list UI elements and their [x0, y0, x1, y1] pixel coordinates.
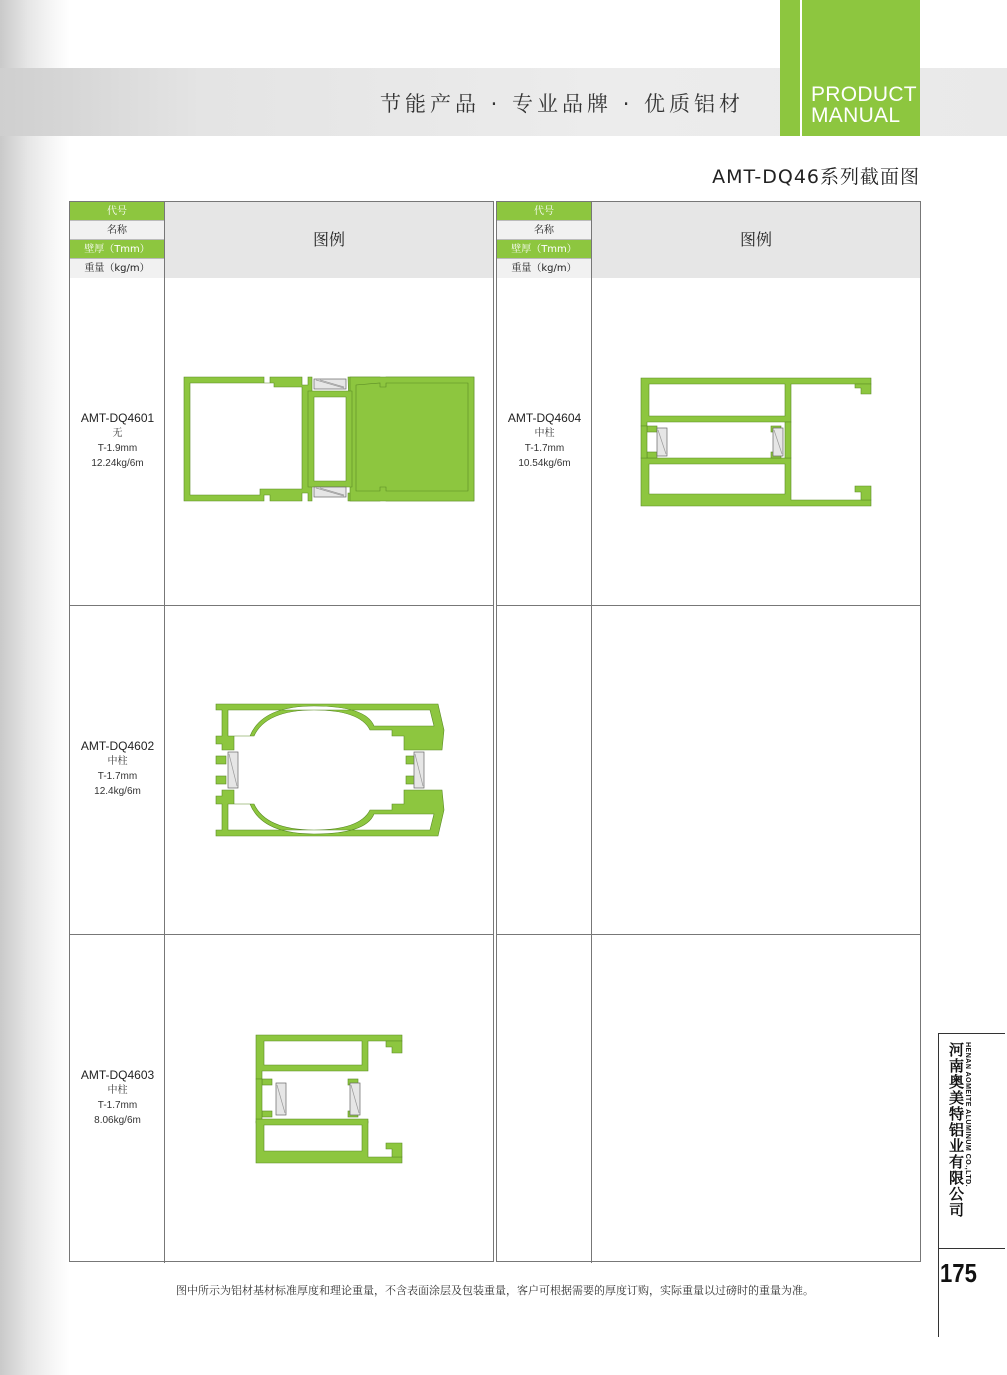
profile-info	[70, 410, 165, 471]
header-thickness-label: 壁厚（Tmm）	[497, 240, 591, 259]
profile-table-right	[496, 201, 921, 1262]
profile-code: AMT-DQ4602	[80, 739, 155, 753]
profile-weight: 12.4kg/6m	[94, 786, 141, 797]
profile-info	[497, 410, 592, 471]
profile-thickness: T-1.7mm	[524, 443, 565, 454]
table-row-empty	[497, 606, 920, 935]
table-row	[497, 278, 920, 606]
footnote: 图中所示为铝材基材标准厚度和理论重量，不含表面涂层及包装重量，客户可根据需要的厚度订购，实际重量以过磅时的重量为准。	[176, 1284, 814, 1297]
header-thickness-label: 壁厚（Tmm）	[70, 240, 164, 259]
table-header	[70, 202, 493, 278]
profile-name: 无	[112, 428, 123, 439]
profile-weight: 8.06kg/6m	[94, 1115, 141, 1126]
product-manual-text	[811, 84, 917, 126]
profile-thickness: T-1.9mm	[97, 443, 138, 454]
header-weight-label: 重量（kg/m）	[497, 259, 591, 278]
badge-line-2: MANUAL	[811, 104, 901, 127]
side-rule-bottom	[938, 1248, 1005, 1249]
profile-drawing-dq4604	[637, 374, 877, 514]
profile-drawing-dq4601	[180, 373, 480, 513]
row-label-cell	[497, 606, 592, 934]
profile-code: AMT-DQ4604	[507, 411, 582, 425]
table-row	[70, 606, 493, 935]
profile-weight: 10.54kg/6m	[518, 458, 571, 469]
page-title: AMT-DQ46系列截面图	[712, 166, 920, 188]
profile-info	[70, 738, 165, 799]
profile-drawing-dq4602	[210, 700, 460, 840]
header-weight-label: 重量（kg/m）	[70, 259, 164, 278]
table-row-empty	[497, 935, 920, 1263]
profile-name: 中柱	[534, 428, 555, 439]
table-row	[70, 935, 493, 1263]
company-name-cn: 河南奥美特铝业有限公司	[947, 1042, 965, 1218]
header-legend-label: 图例	[592, 202, 920, 278]
profile-thickness: T-1.7mm	[97, 771, 138, 782]
profile-name: 中柱	[107, 1085, 128, 1096]
badge-divider	[800, 0, 802, 136]
company-name-en: HENAN AOMEITE ALUMINUM CO.,LTD.	[964, 1042, 971, 1188]
header-slogan: 节能产品 · 专业品牌 · 优质铝材	[380, 92, 745, 116]
header-labels	[497, 202, 592, 278]
profile-name: 中柱	[107, 756, 128, 767]
header-legend-label: 图例	[165, 202, 493, 278]
page-spine-shadow	[0, 0, 70, 1375]
header-name-label: 名称	[70, 221, 164, 240]
profile-weight: 12.24kg/6m	[91, 458, 144, 469]
header-code-label: 代号	[70, 202, 164, 221]
profile-code: AMT-DQ4603	[80, 1068, 155, 1082]
profile-code: AMT-DQ4601	[80, 411, 155, 425]
header-labels	[70, 202, 165, 278]
table-header	[497, 202, 920, 278]
table-row	[70, 278, 493, 606]
row-label-cell	[497, 935, 592, 1263]
profile-thickness: T-1.7mm	[97, 1100, 138, 1111]
side-rule-vertical	[938, 1033, 939, 1337]
side-rule-top	[938, 1033, 1005, 1034]
profile-info	[70, 1067, 165, 1128]
badge-line-1: PRODUCT	[811, 83, 917, 106]
profile-table-left	[69, 201, 494, 1262]
profile-drawing-dq4603	[252, 1031, 412, 1171]
header-code-label: 代号	[497, 202, 591, 221]
page-number: 175	[940, 1258, 977, 1288]
header-name-label: 名称	[497, 221, 591, 240]
